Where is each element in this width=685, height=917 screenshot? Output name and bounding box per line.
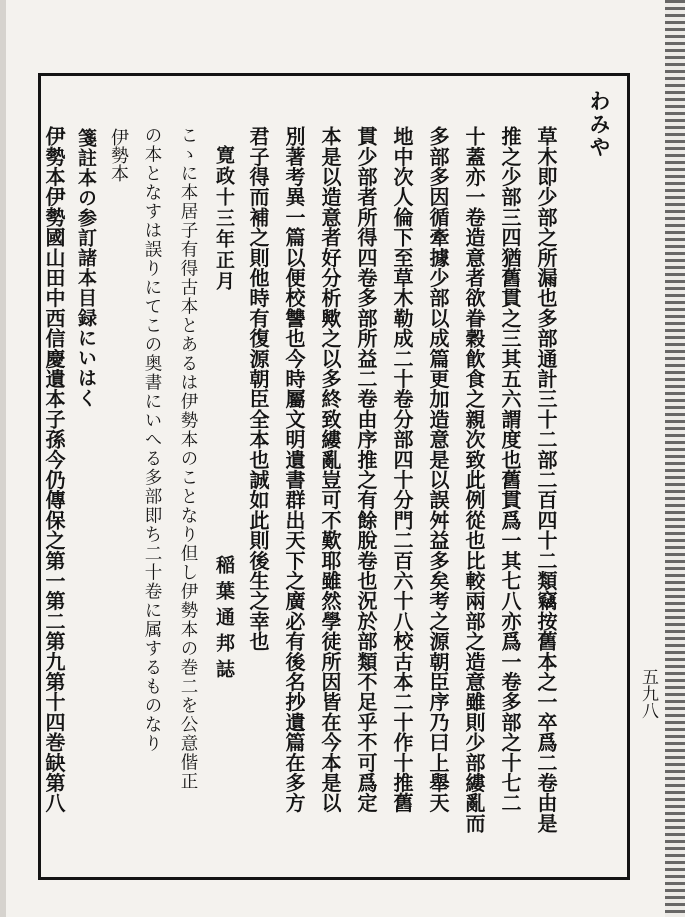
preface-line-1: 草木即少部之所漏也多部通計三十二部二百四十二類竊按舊本之一卒爲二卷由是 (534, 126, 558, 833)
subheading: 箋註本の参訂諸本目録にいはく (75, 128, 97, 408)
scan-left-edge (0, 0, 6, 917)
isebon-description-line: 伊勢本伊勢國山田中西信慶遺本子孫今仍傳保之第一第二第九第十四巻缺第八 (42, 126, 66, 813)
preface-line-7: 本是以造意者好分析歟之以多終致縷亂豈可不歎耶雖然學徒所因皆在今本是以 (318, 126, 342, 813)
preface-signature: 稲葉通邦誌 (213, 555, 235, 685)
section-label: 伊勢本 (108, 128, 129, 182)
preface-line-9: 君子得而補之則他時有復源朝臣全本也誠如此則後生之幸也 (246, 126, 270, 652)
preface-date: 寛政十三年正月 (213, 145, 235, 292)
preface-line-2: 推之少部三四猶舊貫之三其五六謂度也舊貫爲一其七八亦爲一卷多部之十七二 (498, 126, 522, 813)
preface-line-3: 十蓋亦一卷造意者欲眷穀飮食之親次致此例從也比較兩部之造意雖則少部縷亂而 (462, 126, 486, 833)
preface-line-8: 別著考異一篇以便校讐也今時屬文明遺書群出天下之廣必有後名抄遺篇在多方 (282, 126, 306, 813)
scan-right-edge (665, 0, 685, 917)
note-line-2: の本となすは誤りにてこの奥書にいへる多部即ち二十卷に属するものなり (142, 126, 162, 753)
running-head: わみや (587, 90, 612, 159)
preface-line-5: 地中次人倫下至草木勒成二十卷分部四十分門二百六十八校古本二十作十推舊 (390, 126, 414, 813)
preface-line-6: 貫少部者所得四卷多部所益二卷由序推之有餘脫卷也況於部類不足乎不可爲定 (354, 126, 378, 813)
note-line-1: こゝに本居子有得古本とあるは伊勢本のことなり但し伊勢本の巻二を公意偕正 (178, 126, 198, 791)
preface-line-4: 多部多因循牽據少部以成篇更加造意是以誤舛益多矣考之源朝臣序乃曰上舉天 (426, 126, 450, 813)
page-number: 五九八 (638, 668, 658, 719)
